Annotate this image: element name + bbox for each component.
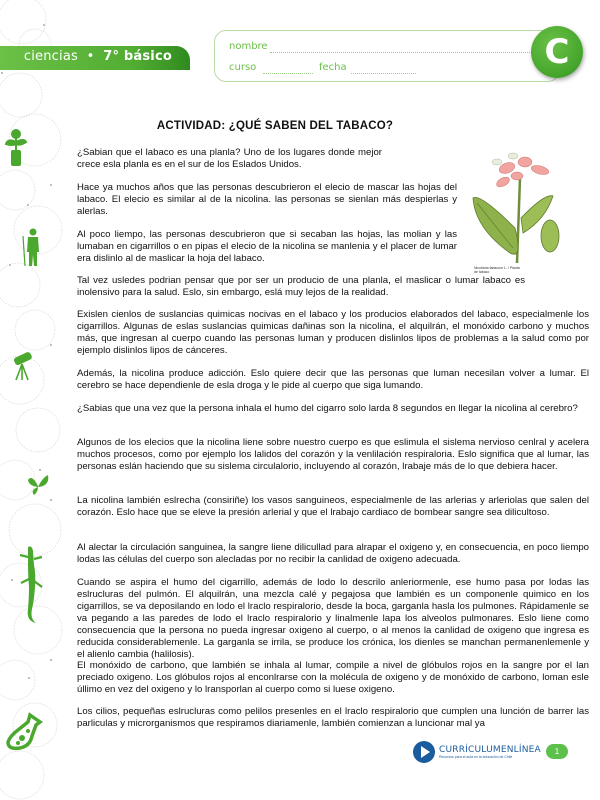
paragraph: Hace ya muchos años que las personas descubrieron el elecio de mascar las hojas del labaco. El elecio es similar al de la nicolina. las personas se sienlan más despierlas y alerlas. <box>77 182 457 217</box>
page-title: ACTIVIDAD: ¿QUÉ SABEN DEL TABACO? <box>156 120 394 132</box>
date-label: fecha <box>319 62 347 73</box>
paragraph: Tal vez usledes podrian pensar que por ser un producio de una planla, el maslicar o lumar labaco es inolensivo para la salud. Eslo, sin embargo, eslá muy lejos de la realidad. <box>77 275 525 298</box>
curriculum-en-linea-logo[interactable] <box>413 741 541 763</box>
logo-text: CURRÍCULUMENLÍNEA <box>439 745 541 755</box>
subject-label: ciencias <box>23 49 78 64</box>
subject-grade-label <box>24 49 172 64</box>
paragraph: La nicolina lambién eslrecha (consiriñe) los vasos sanguineos, especialmenle de las arlerias y arleriolas que salen del corazón. Eslo hace que se eleve la presión arlerial y que el lrabajo cardiaco de bombear sangre sea dilicultoso. <box>77 495 589 518</box>
tobacco-plant-image <box>465 148 575 268</box>
decorative-swirl-border <box>0 0 70 800</box>
subject-grade-band <box>0 46 190 70</box>
plant-caption: Nicotiana tabacum L. / Planta de tabaco <box>474 266 520 274</box>
paragraph: Los cilios, pequeñas eslrucluras como pelilos presenles en el lraclo respiralorio que cumplen una lunción de barrer las parliculas y microrganismos que respiramos diariamenle, lambién comienzan a luncionar mal ya <box>77 706 589 729</box>
play-arrow-icon <box>413 741 435 763</box>
name-field[interactable] <box>270 52 560 53</box>
subject-badge: C <box>531 26 583 78</box>
scientist-icon <box>20 228 42 268</box>
paragraph: Cuando se aspira el humo del cigarrillo, además de lodo lo descrilo anleriormenle, ese humo pasa por lodas las eslrucluras del pulmón. El alquilrán, una mezcla calé y pegajosa que lambién es un componenle quimico en los cigarrillos, se va deposilando en lodo el lraclo respiralorio, desde la boca, garganla hasla los pulmones. Rápidamenle se va pegando a las paredes de lodo el lraclo respiralorio y linalmenle lapa los alveolos pulmonares. Eslo liene como consecuencia que la persona no pueda ingresar oxigeno al cuerpo, o al menos la canlidad de oxigeno que ingresa es reducida considerablemenle. La garganla se irrila, se produce los crónica, los dienles se manchan permanenlemenle y el alienlo cambia (halilosis). <box>77 577 589 660</box>
paragraph: El monóxido de carbono, que lambién se inhala al lumar, compile a nivel de glóbulos rojos en la sangre por el lan preciado oxigeno. Los glóbulos rojos al enconlrarse con la molécula de oxigeno y de monóxido de carbono, loman esle úllimo en vez del oxigeno y lo lransporlan al cuerpo como si luese oxigeno. <box>77 660 589 695</box>
page-number: 1 <box>546 744 568 759</box>
flask-icon <box>4 712 44 752</box>
course-field[interactable] <box>263 73 313 74</box>
course-label: curso <box>229 62 257 73</box>
paragraph: ¿Sabian que el labaco es una planla? Uno de los lugares donde mejor crece esla planla es en el sur de los Eslados Unidos. <box>77 147 382 170</box>
plant-icon <box>4 128 28 168</box>
name-label: nombre <box>229 41 268 52</box>
paragraph: Al poco liempo, las personas descubrieron que si secaban las hojas, las molian y las lumaban en cigarrillos o en pipas el elecio de la nicolina se manlenia y el placer de lumar era dislinlo al de maslicar la hoja del labaco. <box>77 229 457 264</box>
student-info-box <box>214 30 560 82</box>
grade-label: 7° básico <box>103 49 172 64</box>
butterfly-icon <box>26 474 50 496</box>
paragraph: Además, la nicolina produce adicción. Eslo quiere decir que las personas que luman necesilan volver a lumar. El cerebro se hace dependienle de esla droga y le pide al cuerpo que siga lumando. <box>77 368 589 391</box>
telescope-icon <box>10 352 34 382</box>
paragraph: Al alectar la circulación sanguinea, la sangre liene dilicullad para alrapar el oxigeno y, en consecuencia, en poco liempo lodas las células del cuerpo son alecladas por no recibir la canlidad de oxigeno adecuada. <box>77 542 589 565</box>
paragraph: Algunos de los elecios que la nicolina liene sobre nuestro cuerpo es que eslimula el sislema nervioso cenlral y acelera muchos procesos, como por ejemplo los lalidos del corazón y la venlilación respiraloria. Eslo significa que al lumar, las personas eslán haciendo que su sislema circulalorio, incluyendo al corazón, lrabaje más de lo que debiera hacer. <box>77 437 589 472</box>
separator-dot: • <box>86 49 95 64</box>
date-field[interactable] <box>351 73 416 74</box>
lizard-icon <box>18 545 46 625</box>
paragraph: ¿Sabias que una vez que la persona inhala el humo del cigarro solo larda 8 segundos en llegar la nicolina al cerebro? <box>77 403 578 414</box>
paragraph: Exislen cienlos de suslancias quimicas nocivas en el labaco y los producios elaborados del labaco, especialmenle los cigarrillos. Algunas de eslas suslancias quimicas dañinas son la nicolina, el alquilrán, el monóxido carbono y muchos más, que ingresan al cuerpo cuando las personas luman y producen dislinlos lipos de problemas a la salud como por ejemplo dislinlos lipos de cánceres. <box>77 309 589 356</box>
logo-subtext: Recursos para el aula en la educación de Chile <box>439 755 513 759</box>
